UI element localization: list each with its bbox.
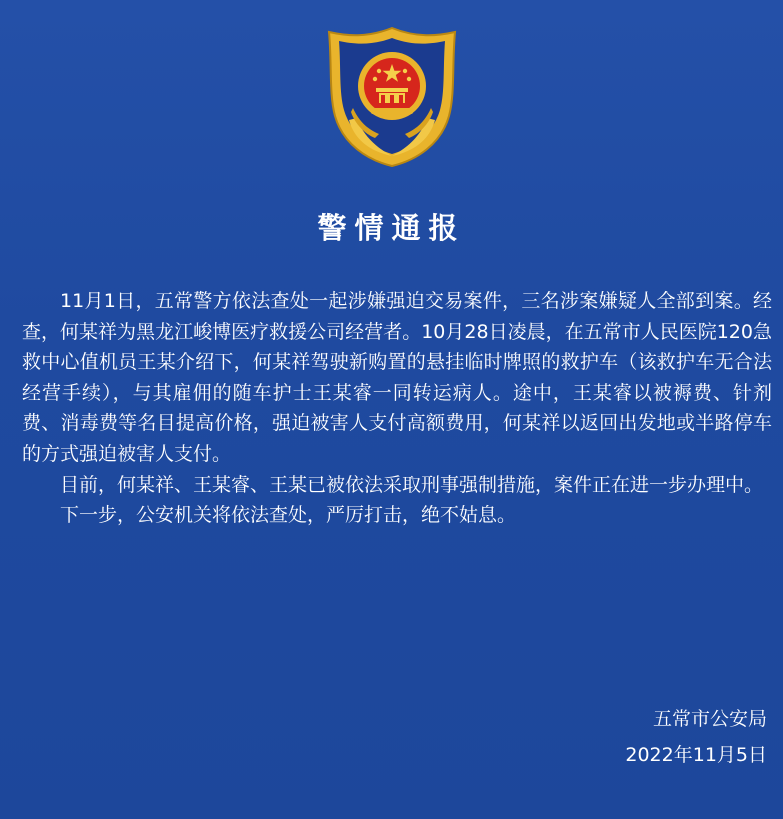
- notice-paragraph-2: 目前，何某祥、王某睿、王某已被依法采取刑事强制措施，案件正在进一步办理中。: [60, 473, 764, 496]
- notice-paragraph-1: 11月1日，五常警方依法查处一起涉嫌强迫交易案件，三名涉案嫌疑人全部到案。经查，何某祥为黑龙江峻博医疗救援公司经营者。10月28日凌晨，在五常市人民医院120急救中心值机员王某介绍下，何某祥驾驶新购置的悬挂临时牌照的救护车（该救护车无合法经营手续），与其雇佣的随车护士王某睿一同转运病人。途中，王某睿以被褥费、针剂费、消毒费等名目提高价格，强迫被害人支付高额费用，何某祥以返回出发地或半路停车的方式强迫被害人支付。: [22, 290, 772, 465]
- issuer-name: 五常市公安局: [652, 708, 767, 730]
- police-emblem-icon: [325, 24, 459, 169]
- notice-signature: [625, 701, 767, 773]
- notice-body: [22, 286, 772, 531]
- notice-title: 警情通报: [317, 211, 466, 245]
- issue-date: 2022年11月5日: [625, 744, 767, 766]
- notice-paragraph-3: 下一步，公安机关将依法查处，严厉打击，绝不姑息。: [60, 504, 517, 527]
